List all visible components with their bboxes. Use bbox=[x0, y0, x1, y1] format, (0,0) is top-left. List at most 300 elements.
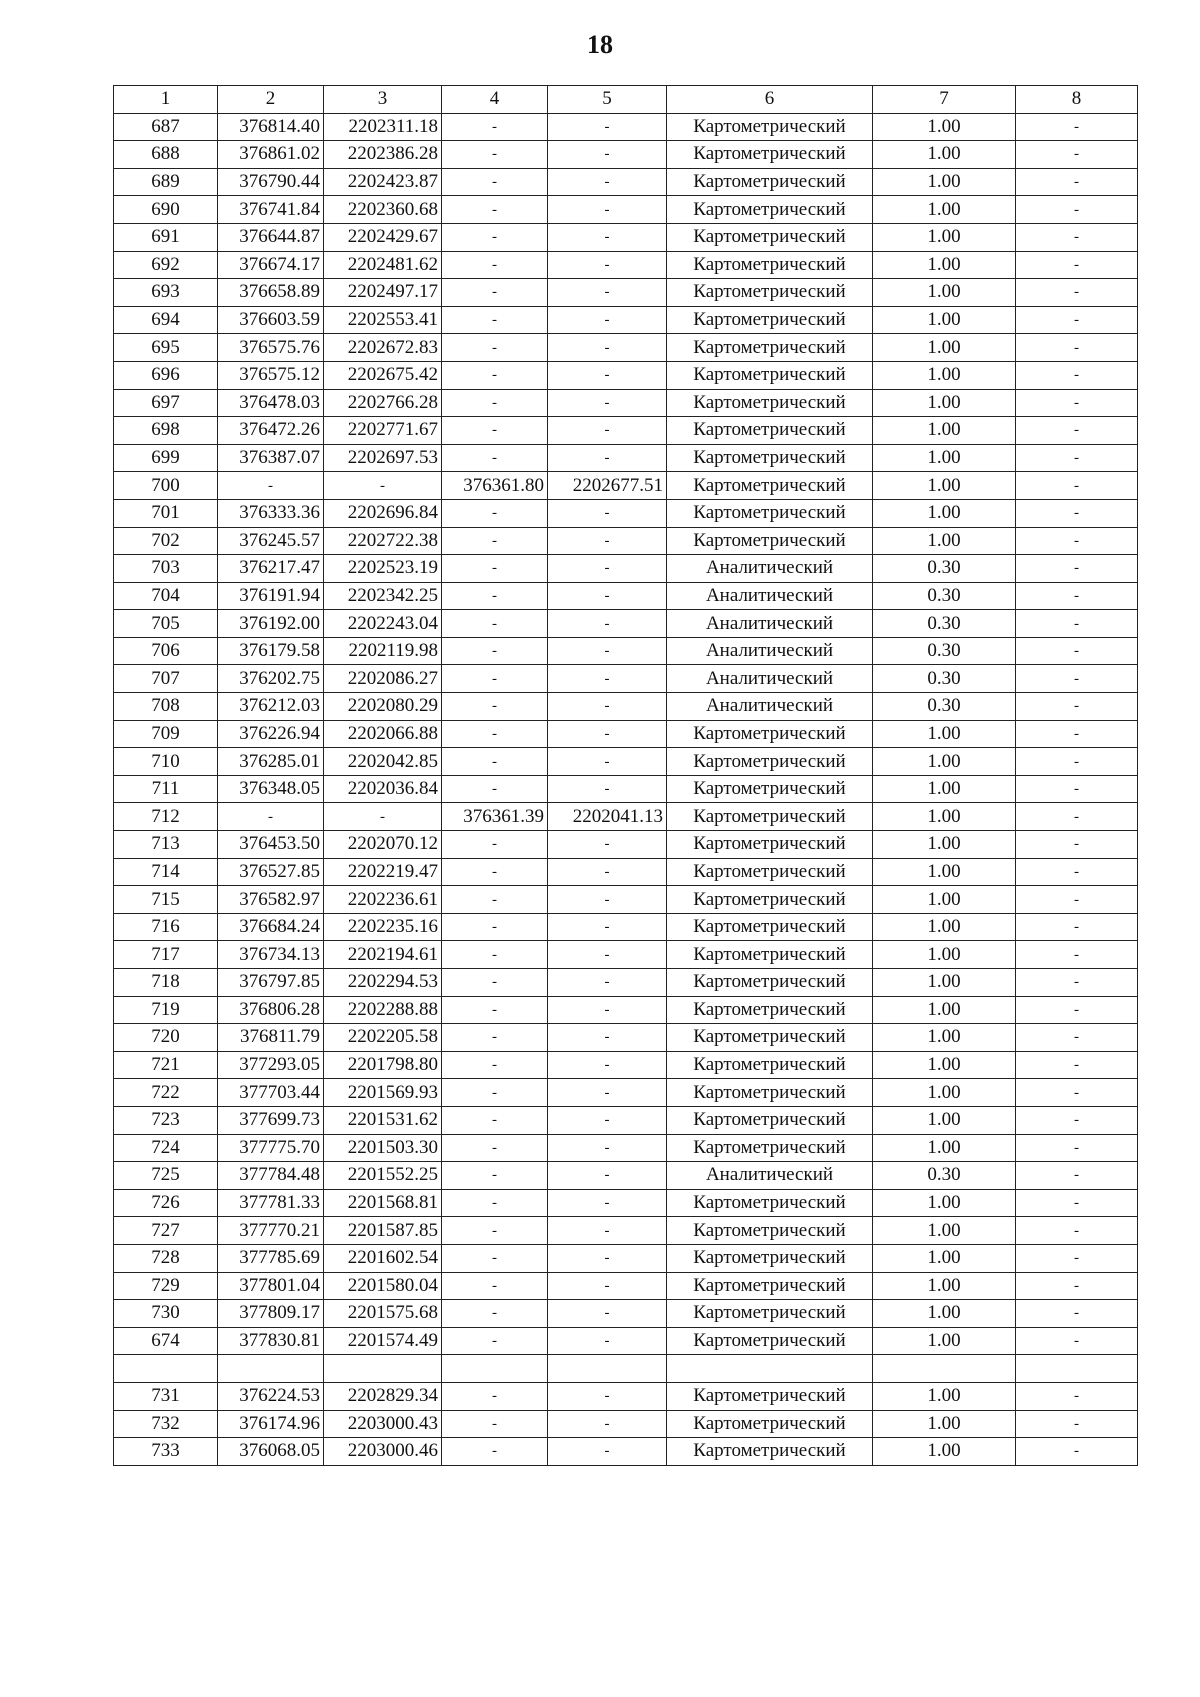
cell-y-coordinate: 2202722.38 bbox=[324, 527, 442, 555]
cell-accuracy: 1.00 bbox=[873, 941, 1016, 969]
cell-y-coordinate-alt: - bbox=[548, 306, 667, 334]
cell-accuracy: 1.00 bbox=[873, 1272, 1016, 1300]
cell-y-coordinate: - bbox=[324, 472, 442, 500]
cell-note: - bbox=[1016, 1162, 1138, 1190]
table-row bbox=[114, 168, 1138, 196]
cell-method: Картометрический bbox=[667, 1134, 873, 1162]
cell-note: - bbox=[1016, 775, 1138, 803]
cell-method: Картометрический bbox=[667, 1438, 873, 1466]
cell-note: - bbox=[1016, 444, 1138, 472]
cell-note: - bbox=[1016, 748, 1138, 776]
table-row bbox=[114, 803, 1138, 831]
cell-x-coordinate-alt: - bbox=[442, 306, 548, 334]
cell-note: - bbox=[1016, 858, 1138, 886]
cell-method: Картометрический bbox=[667, 113, 873, 141]
table-row bbox=[114, 196, 1138, 224]
table-row bbox=[114, 472, 1138, 500]
cell-y-coordinate-alt: - bbox=[548, 582, 667, 610]
cell-y-coordinate: 2203000.46 bbox=[324, 1438, 442, 1466]
cell-method: Картометрический bbox=[667, 196, 873, 224]
cell-y-coordinate: 2202423.87 bbox=[324, 168, 442, 196]
cell-x-coordinate-alt: - bbox=[442, 1272, 548, 1300]
table-row bbox=[114, 389, 1138, 417]
cell-accuracy: 1.00 bbox=[873, 361, 1016, 389]
cell-y-coordinate: 2201575.68 bbox=[324, 1300, 442, 1328]
table-row bbox=[114, 306, 1138, 334]
cell-accuracy: 1.00 bbox=[873, 279, 1016, 307]
cell-y-coordinate-alt: - bbox=[548, 693, 667, 721]
cell-note bbox=[1016, 1355, 1138, 1383]
cell-x-coordinate: 377781.33 bbox=[218, 1189, 324, 1217]
cell-point-number: 733 bbox=[114, 1438, 218, 1466]
cell-x-coordinate: 376575.12 bbox=[218, 361, 324, 389]
cell-point-number: 718 bbox=[114, 969, 218, 997]
cell-method: Аналитический bbox=[667, 1162, 873, 1190]
cell-accuracy: 0.30 bbox=[873, 637, 1016, 665]
cell-y-coordinate-alt: - bbox=[548, 1382, 667, 1410]
cell-x-coordinate: 377830.81 bbox=[218, 1327, 324, 1355]
cell-point-number: 701 bbox=[114, 499, 218, 527]
cell-x-coordinate-alt: - bbox=[442, 417, 548, 445]
cell-y-coordinate: 2202311.18 bbox=[324, 113, 442, 141]
cell-y-coordinate-alt: - bbox=[548, 858, 667, 886]
cell-y-coordinate-alt: - bbox=[548, 113, 667, 141]
cell-note: - bbox=[1016, 1300, 1138, 1328]
cell-x-coordinate: 376191.94 bbox=[218, 582, 324, 610]
cell-method: Картометрический bbox=[667, 1051, 873, 1079]
cell-y-coordinate: 2202675.42 bbox=[324, 361, 442, 389]
cell-point-number: 726 bbox=[114, 1189, 218, 1217]
cell-method: Картометрический bbox=[667, 969, 873, 997]
table-row bbox=[114, 1300, 1138, 1328]
cell-note: - bbox=[1016, 141, 1138, 169]
cell-method: Аналитический bbox=[667, 637, 873, 665]
cell-x-coordinate-alt: - bbox=[442, 1410, 548, 1438]
cell-x-coordinate-alt: - bbox=[442, 1189, 548, 1217]
table-row bbox=[114, 748, 1138, 776]
table-row bbox=[114, 444, 1138, 472]
cell-accuracy: 1.00 bbox=[873, 1244, 1016, 1272]
cell-point-number: 707 bbox=[114, 665, 218, 693]
cell-note: - bbox=[1016, 693, 1138, 721]
cell-x-coordinate-alt: - bbox=[442, 1134, 548, 1162]
cell-y-coordinate: 2202086.27 bbox=[324, 665, 442, 693]
cell-y-coordinate: 2201587.85 bbox=[324, 1217, 442, 1245]
cell-accuracy: 1.00 bbox=[873, 1106, 1016, 1134]
table-row bbox=[114, 1024, 1138, 1052]
cell-method: Картометрический bbox=[667, 141, 873, 169]
cell-note: - bbox=[1016, 223, 1138, 251]
table-row bbox=[114, 555, 1138, 583]
header-row bbox=[114, 86, 1138, 114]
cell-x-coordinate-alt: - bbox=[442, 1300, 548, 1328]
cell-method: Картометрический bbox=[667, 1217, 873, 1245]
cell-y-coordinate: 2203000.43 bbox=[324, 1410, 442, 1438]
cell-y-coordinate-alt: 2202041.13 bbox=[548, 803, 667, 831]
cell-accuracy: 1.00 bbox=[873, 996, 1016, 1024]
cell-x-coordinate-alt: - bbox=[442, 582, 548, 610]
cell-accuracy: 1.00 bbox=[873, 1051, 1016, 1079]
cell-point-number: 710 bbox=[114, 748, 218, 776]
cell-x-coordinate: 376603.59 bbox=[218, 306, 324, 334]
page-number: 18 bbox=[587, 30, 613, 59]
table-row bbox=[114, 665, 1138, 693]
table-row bbox=[114, 113, 1138, 141]
cell-x-coordinate-alt: - bbox=[442, 1217, 548, 1245]
cell-y-coordinate-alt: - bbox=[548, 527, 667, 555]
cell-accuracy: 1.00 bbox=[873, 306, 1016, 334]
cell-x-coordinate: 376453.50 bbox=[218, 831, 324, 859]
table-row bbox=[114, 417, 1138, 445]
cell-y-coordinate: 2202243.04 bbox=[324, 610, 442, 638]
coordinates-table bbox=[113, 85, 1138, 1466]
cell-y-coordinate: 2201580.04 bbox=[324, 1272, 442, 1300]
cell-point-number: 722 bbox=[114, 1079, 218, 1107]
cell-x-coordinate: 376814.40 bbox=[218, 113, 324, 141]
cell-y-coordinate: 2202481.62 bbox=[324, 251, 442, 279]
cell-accuracy: 1.00 bbox=[873, 499, 1016, 527]
cell-y-coordinate-alt: - bbox=[548, 1300, 667, 1328]
cell-note: - bbox=[1016, 1217, 1138, 1245]
cell-y-coordinate-alt: 2202677.51 bbox=[548, 472, 667, 500]
cell-note: - bbox=[1016, 279, 1138, 307]
cell-method: Картометрический bbox=[667, 168, 873, 196]
table-row bbox=[114, 1079, 1138, 1107]
cell-note: - bbox=[1016, 389, 1138, 417]
cell-y-coordinate: 2202360.68 bbox=[324, 196, 442, 224]
cell-x-coordinate: 376179.58 bbox=[218, 637, 324, 665]
cell-point-number: 704 bbox=[114, 582, 218, 610]
cell-note: - bbox=[1016, 831, 1138, 859]
cell-method: Картометрический bbox=[667, 279, 873, 307]
cell-y-coordinate: 2202194.61 bbox=[324, 941, 442, 969]
cell-x-coordinate: 376068.05 bbox=[218, 1438, 324, 1466]
cell-y-coordinate: 2202672.83 bbox=[324, 334, 442, 362]
cell-point-number: 728 bbox=[114, 1244, 218, 1272]
cell-accuracy: 1.00 bbox=[873, 472, 1016, 500]
cell-method: Аналитический bbox=[667, 693, 873, 721]
cell-y-coordinate: 2201602.54 bbox=[324, 1244, 442, 1272]
cell-y-coordinate: 2202205.58 bbox=[324, 1024, 442, 1052]
cell-point-number: 708 bbox=[114, 693, 218, 721]
column-header-3: 3 bbox=[324, 86, 442, 114]
cell-y-coordinate: 2202236.61 bbox=[324, 886, 442, 914]
cell-accuracy: 1.00 bbox=[873, 748, 1016, 776]
table-row bbox=[114, 1438, 1138, 1466]
cell-y-coordinate: 2201798.80 bbox=[324, 1051, 442, 1079]
cell-x-coordinate: 377785.69 bbox=[218, 1244, 324, 1272]
cell-point-number: 723 bbox=[114, 1106, 218, 1134]
cell-method: Картометрический bbox=[667, 334, 873, 362]
cell-accuracy: 1.00 bbox=[873, 1217, 1016, 1245]
cell-point-number: 716 bbox=[114, 913, 218, 941]
cell-y-coordinate-alt: - bbox=[548, 1134, 667, 1162]
cell-point-number: 700 bbox=[114, 472, 218, 500]
column-header-6: 6 bbox=[667, 86, 873, 114]
cell-point-number: 698 bbox=[114, 417, 218, 445]
cell-method: Картометрический bbox=[667, 527, 873, 555]
cell-y-coordinate-alt: - bbox=[548, 389, 667, 417]
cell-x-coordinate: 377775.70 bbox=[218, 1134, 324, 1162]
cell-y-coordinate-alt: - bbox=[548, 251, 667, 279]
cell-x-coordinate-alt: - bbox=[442, 637, 548, 665]
table-row bbox=[114, 1051, 1138, 1079]
cell-y-coordinate: 2201552.25 bbox=[324, 1162, 442, 1190]
cell-note: - bbox=[1016, 969, 1138, 997]
cell-accuracy: 1.00 bbox=[873, 251, 1016, 279]
cell-point-number: 688 bbox=[114, 141, 218, 169]
cell-x-coordinate: 377809.17 bbox=[218, 1300, 324, 1328]
table-row bbox=[114, 1134, 1138, 1162]
cell-point-number: 714 bbox=[114, 858, 218, 886]
cell-point-number: 709 bbox=[114, 720, 218, 748]
cell-x-coordinate-alt: - bbox=[442, 555, 548, 583]
table-row bbox=[114, 334, 1138, 362]
cell-x-coordinate: 376245.57 bbox=[218, 527, 324, 555]
cell-note: - bbox=[1016, 637, 1138, 665]
cell-accuracy: 0.30 bbox=[873, 555, 1016, 583]
cell-point-number: 711 bbox=[114, 775, 218, 803]
cell-y-coordinate: 2201569.93 bbox=[324, 1079, 442, 1107]
cell-x-coordinate: 377703.44 bbox=[218, 1079, 324, 1107]
cell-x-coordinate-alt: - bbox=[442, 941, 548, 969]
cell-y-coordinate-alt: - bbox=[548, 996, 667, 1024]
cell-accuracy: 0.30 bbox=[873, 693, 1016, 721]
table-row bbox=[114, 1189, 1138, 1217]
cell-x-coordinate-alt: - bbox=[442, 913, 548, 941]
cell-note: - bbox=[1016, 1106, 1138, 1134]
cell-y-coordinate: 2202829.34 bbox=[324, 1382, 442, 1410]
cell-accuracy: 0.30 bbox=[873, 582, 1016, 610]
cell-y-coordinate-alt: - bbox=[548, 637, 667, 665]
cell-y-coordinate: 2202553.41 bbox=[324, 306, 442, 334]
cell-accuracy: 0.30 bbox=[873, 610, 1016, 638]
table-row bbox=[114, 251, 1138, 279]
cell-method: Картометрический bbox=[667, 803, 873, 831]
cell-method: Аналитический bbox=[667, 555, 873, 583]
cell-x-coordinate: 376387.07 bbox=[218, 444, 324, 472]
cell-note: - bbox=[1016, 1382, 1138, 1410]
table-row bbox=[114, 913, 1138, 941]
cell-y-coordinate-alt: - bbox=[548, 941, 667, 969]
cell-x-coordinate: 376226.94 bbox=[218, 720, 324, 748]
cell-x-coordinate: - bbox=[218, 472, 324, 500]
cell-y-coordinate: 2202294.53 bbox=[324, 969, 442, 997]
cell-x-coordinate: 376734.13 bbox=[218, 941, 324, 969]
cell-note: - bbox=[1016, 196, 1138, 224]
column-header-4: 4 bbox=[442, 86, 548, 114]
table-row bbox=[114, 1244, 1138, 1272]
cell-accuracy: 1.00 bbox=[873, 886, 1016, 914]
cell-x-coordinate: 377699.73 bbox=[218, 1106, 324, 1134]
cell-y-coordinate-alt: - bbox=[548, 141, 667, 169]
cell-note: - bbox=[1016, 1024, 1138, 1052]
cell-method: Картометрический bbox=[667, 775, 873, 803]
cell-point-number: 695 bbox=[114, 334, 218, 362]
cell-point-number: 687 bbox=[114, 113, 218, 141]
cell-y-coordinate-alt: - bbox=[548, 279, 667, 307]
cell-note: - bbox=[1016, 1272, 1138, 1300]
table-row bbox=[114, 1355, 1138, 1383]
table-row bbox=[114, 527, 1138, 555]
cell-accuracy: 1.00 bbox=[873, 417, 1016, 445]
cell-accuracy: 1.00 bbox=[873, 831, 1016, 859]
cell-accuracy: 1.00 bbox=[873, 775, 1016, 803]
cell-y-coordinate: 2202497.17 bbox=[324, 279, 442, 307]
table-row bbox=[114, 858, 1138, 886]
cell-y-coordinate: 2202066.88 bbox=[324, 720, 442, 748]
cell-point-number: 725 bbox=[114, 1162, 218, 1190]
cell-point-number: 702 bbox=[114, 527, 218, 555]
cell-method: Картометрический bbox=[667, 1410, 873, 1438]
cell-note: - bbox=[1016, 1244, 1138, 1272]
cell-accuracy: 1.00 bbox=[873, 444, 1016, 472]
cell-accuracy: 1.00 bbox=[873, 1189, 1016, 1217]
cell-y-coordinate-alt: - bbox=[548, 1438, 667, 1466]
cell-y-coordinate-alt: - bbox=[548, 555, 667, 583]
table-row bbox=[114, 141, 1138, 169]
cell-x-coordinate: 376285.01 bbox=[218, 748, 324, 776]
cell-y-coordinate-alt: - bbox=[548, 1024, 667, 1052]
cell-accuracy: 1.00 bbox=[873, 1382, 1016, 1410]
cell-x-coordinate-alt: - bbox=[442, 775, 548, 803]
cell-x-coordinate-alt: - bbox=[442, 610, 548, 638]
cell-x-coordinate: 377801.04 bbox=[218, 1272, 324, 1300]
cell-method: Картометрический bbox=[667, 748, 873, 776]
cell-x-coordinate-alt: - bbox=[442, 1244, 548, 1272]
cell-x-coordinate-alt: - bbox=[442, 499, 548, 527]
table-row bbox=[114, 775, 1138, 803]
table-row bbox=[114, 996, 1138, 1024]
cell-y-coordinate: 2202766.28 bbox=[324, 389, 442, 417]
cell-x-coordinate-alt: - bbox=[442, 969, 548, 997]
cell-method: Аналитический bbox=[667, 582, 873, 610]
cell-point-number: 717 bbox=[114, 941, 218, 969]
cell-method: Картометрический bbox=[667, 831, 873, 859]
column-header-8: 8 bbox=[1016, 86, 1138, 114]
cell-x-coordinate: 376658.89 bbox=[218, 279, 324, 307]
cell-y-coordinate-alt: - bbox=[548, 610, 667, 638]
cell-note: - bbox=[1016, 1438, 1138, 1466]
cell-method: Картометрический bbox=[667, 720, 873, 748]
cell-accuracy: 1.00 bbox=[873, 168, 1016, 196]
cell-point-number: 694 bbox=[114, 306, 218, 334]
cell-method: Картометрический bbox=[667, 1327, 873, 1355]
cell-y-coordinate: 2201568.81 bbox=[324, 1189, 442, 1217]
cell-y-coordinate-alt: - bbox=[548, 499, 667, 527]
cell-accuracy: 1.00 bbox=[873, 113, 1016, 141]
cell-x-coordinate: 376790.44 bbox=[218, 168, 324, 196]
cell-accuracy: 1.00 bbox=[873, 1024, 1016, 1052]
cell-y-coordinate: 2201503.30 bbox=[324, 1134, 442, 1162]
cell-x-coordinate: 376806.28 bbox=[218, 996, 324, 1024]
cell-x-coordinate-alt: - bbox=[442, 1106, 548, 1134]
cell-x-coordinate: 377770.21 bbox=[218, 1217, 324, 1245]
cell-x-coordinate: 376192.00 bbox=[218, 610, 324, 638]
cell-note: - bbox=[1016, 582, 1138, 610]
cell-method: Картометрический bbox=[667, 444, 873, 472]
cell-x-coordinate bbox=[218, 1355, 324, 1383]
cell-note: - bbox=[1016, 1189, 1138, 1217]
cell-point-number: 712 bbox=[114, 803, 218, 831]
cell-y-coordinate: 2202342.25 bbox=[324, 582, 442, 610]
column-header-2: 2 bbox=[218, 86, 324, 114]
cell-accuracy: 1.00 bbox=[873, 1410, 1016, 1438]
column-header-1: 1 bbox=[114, 86, 218, 114]
cell-x-coordinate-alt: 376361.80 bbox=[442, 472, 548, 500]
cell-method: Картометрический bbox=[667, 1382, 873, 1410]
cell-method: Картометрический bbox=[667, 417, 873, 445]
cell-y-coordinate-alt: - bbox=[548, 1244, 667, 1272]
cell-accuracy bbox=[873, 1355, 1016, 1383]
cell-method: Картометрический bbox=[667, 941, 873, 969]
cell-x-coordinate-alt: - bbox=[442, 196, 548, 224]
cell-point-number: 696 bbox=[114, 361, 218, 389]
cell-y-coordinate-alt: - bbox=[548, 1106, 667, 1134]
cell-x-coordinate: 376644.87 bbox=[218, 223, 324, 251]
cell-note: - bbox=[1016, 1410, 1138, 1438]
table-row bbox=[114, 1106, 1138, 1134]
cell-y-coordinate-alt: - bbox=[548, 168, 667, 196]
cell-note: - bbox=[1016, 1079, 1138, 1107]
cell-point-number: 703 bbox=[114, 555, 218, 583]
cell-point-number: 693 bbox=[114, 279, 218, 307]
cell-note: - bbox=[1016, 361, 1138, 389]
cell-accuracy: 1.00 bbox=[873, 223, 1016, 251]
cell-method: Картометрический bbox=[667, 996, 873, 1024]
table-row bbox=[114, 831, 1138, 859]
cell-y-coordinate: - bbox=[324, 803, 442, 831]
cell-x-coordinate-alt: - bbox=[442, 1162, 548, 1190]
cell-accuracy: 1.00 bbox=[873, 858, 1016, 886]
cell-method: Картометрический bbox=[667, 472, 873, 500]
cell-point-number: 715 bbox=[114, 886, 218, 914]
table-row bbox=[114, 941, 1138, 969]
cell-point-number: 674 bbox=[114, 1327, 218, 1355]
cell-x-coordinate-alt: - bbox=[442, 527, 548, 555]
cell-note: - bbox=[1016, 555, 1138, 583]
cell-y-coordinate: 2202042.85 bbox=[324, 748, 442, 776]
cell-y-coordinate-alt: - bbox=[548, 831, 667, 859]
cell-y-coordinate-alt: - bbox=[548, 1189, 667, 1217]
cell-method: Картометрический bbox=[667, 1300, 873, 1328]
cell-x-coordinate: 376797.85 bbox=[218, 969, 324, 997]
cell-point-number: 689 bbox=[114, 168, 218, 196]
cell-x-coordinate-alt: 376361.39 bbox=[442, 803, 548, 831]
cell-x-coordinate: 376217.47 bbox=[218, 555, 324, 583]
cell-y-coordinate: 2202070.12 bbox=[324, 831, 442, 859]
cell-note: - bbox=[1016, 417, 1138, 445]
cell-method: Картометрический bbox=[667, 223, 873, 251]
cell-x-coordinate-alt: - bbox=[442, 831, 548, 859]
cell-y-coordinate-alt: - bbox=[548, 1272, 667, 1300]
cell-point-number: 721 bbox=[114, 1051, 218, 1079]
cell-y-coordinate: 2202523.19 bbox=[324, 555, 442, 583]
cell-accuracy: 0.30 bbox=[873, 1162, 1016, 1190]
cell-x-coordinate: 376811.79 bbox=[218, 1024, 324, 1052]
table-row bbox=[114, 610, 1138, 638]
cell-point-number bbox=[114, 1355, 218, 1383]
cell-x-coordinate: 376582.97 bbox=[218, 886, 324, 914]
cell-note: - bbox=[1016, 1134, 1138, 1162]
cell-x-coordinate-alt: - bbox=[442, 444, 548, 472]
cell-accuracy: 1.00 bbox=[873, 969, 1016, 997]
cell-y-coordinate bbox=[324, 1355, 442, 1383]
cell-x-coordinate-alt: - bbox=[442, 1327, 548, 1355]
cell-x-coordinate: 377784.48 bbox=[218, 1162, 324, 1190]
cell-accuracy: 1.00 bbox=[873, 196, 1016, 224]
cell-accuracy: 1.00 bbox=[873, 720, 1016, 748]
